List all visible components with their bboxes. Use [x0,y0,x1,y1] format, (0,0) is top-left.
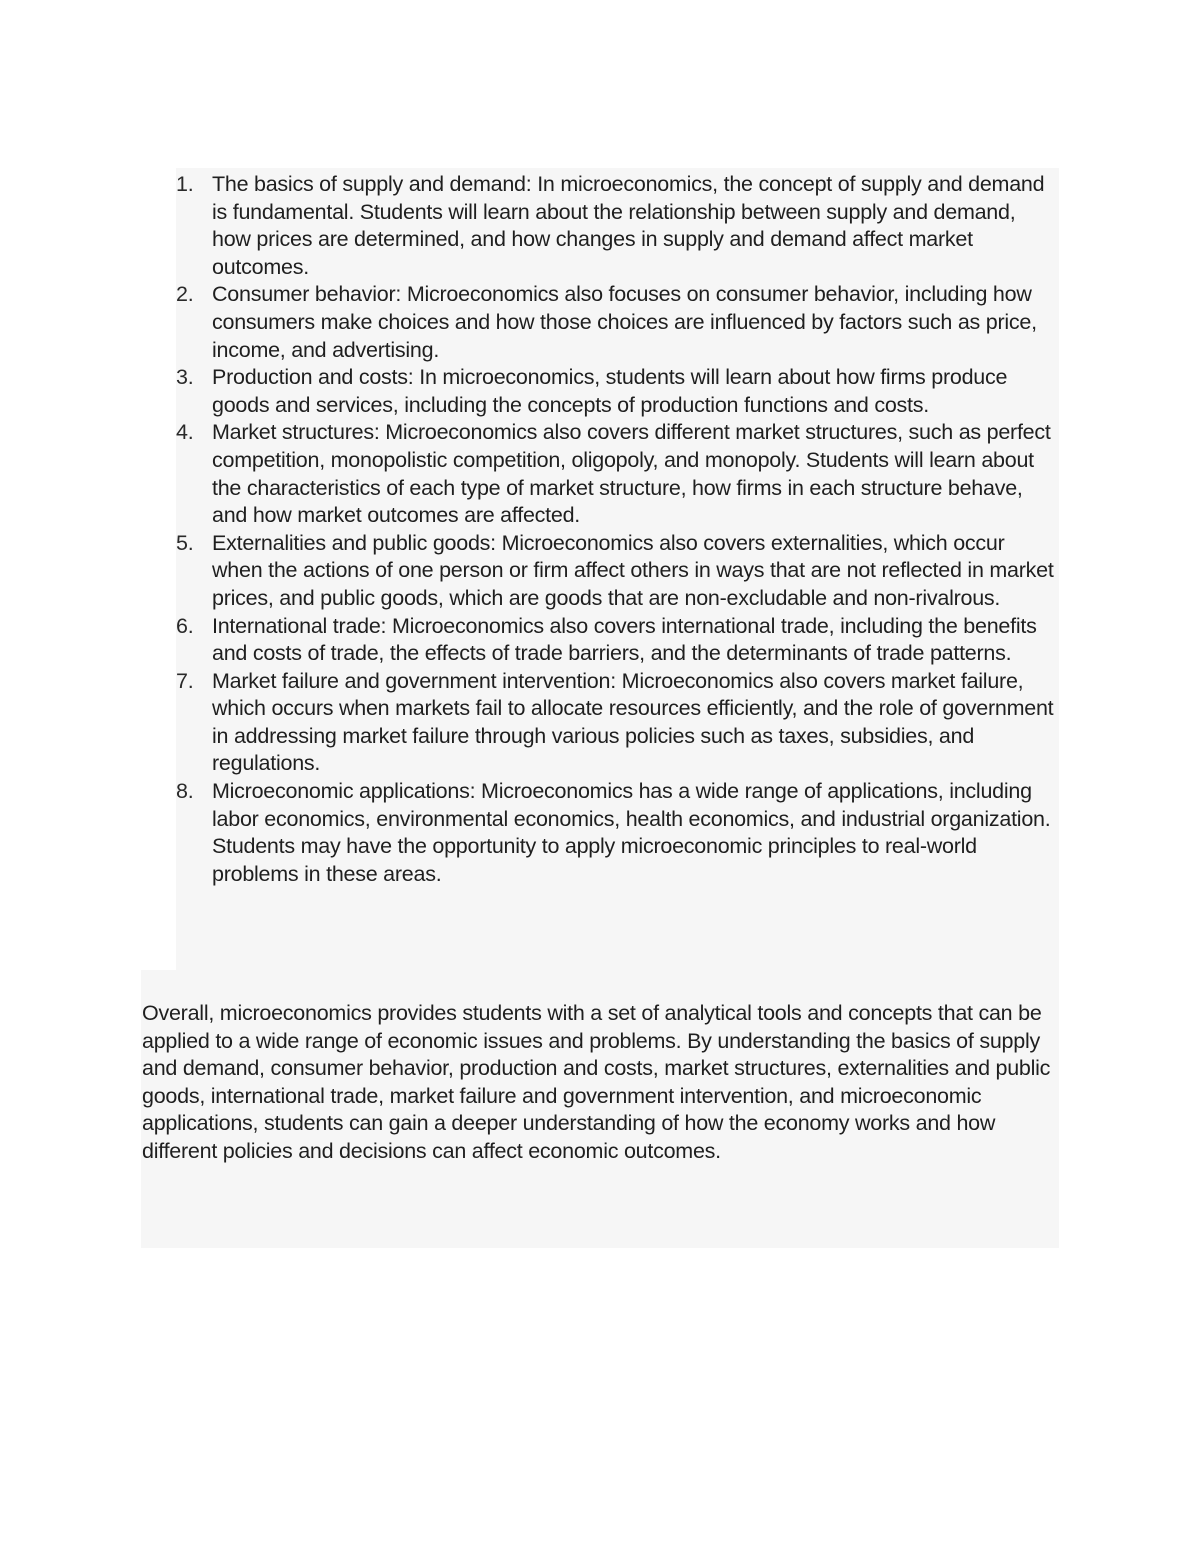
list-number: 2. [176,282,194,307]
list-number: 7. [176,668,194,693]
list-item [176,281,1056,364]
list-item-text: International trade: Microeconomics also covers international trade, including the benefits and costs of trade, the effects of trade barriers, and the determinants of trade patterns. [212,613,1037,666]
list-item [176,364,1056,419]
list-item [176,419,1056,529]
list-number: 6. [176,613,194,638]
list-item-text: The basics of supply and demand: In microeconomics, the concept of supply and demand is fundamental. Students will learn about the relationship between supply and demand, how prices are determined, and how changes in supply and demand affect market outcomes. [212,172,1045,279]
list-number: 1. [176,172,194,196]
list-number: 4. [176,420,194,445]
list-item-text: Market failure and government intervention: Microeconomics also covers market failure, which occurs when markets fail to allocate resources efficiently, and the role of government in addressing market failure through various policies such as taxes, subsidies, and regulations. [212,668,1054,776]
list-number: 5. [176,530,194,555]
summary-paragraph: Overall, microeconomics provides students with a set of analytical tools and concepts that can be applied to a wide range of economic issues and problems. By understanding the basics of supply and demand, consumer behavior, production and costs, market structures, externalities and public goods, international trade, market failure and government intervention, and microeconomic applications, students can gain a deeper understanding of how the economy works and how different policies and decisions can affect economic outcomes. [142,1001,1051,1163]
list-item [176,171,1056,281]
list-item [176,613,1056,668]
list-item [176,530,1056,613]
list-item-text: Market structures: Microeconomics also covers different market structures, such as perfect competition, monopolistic competition, oligopoly, and monopoly. Students will learn about the characteristics of each type of market structure, how firms in each structure behave, and how market outcomes are affected. [212,420,1051,528]
list-item-text: Consumer behavior: Microeconomics also focuses on consumer behavior, including how consumers make choices and how those choices are influenced by factors such as price, income, and advertising. [212,282,1037,362]
list-item [176,668,1056,778]
list-item-text: Production and costs: In microeconomics, students will learn about how firms produce goods and services, including the concepts of production functions and costs. [212,365,1008,417]
list-number: 8. [176,779,194,804]
list-number: 3. [176,365,194,390]
topics-list [176,171,1056,888]
list-item-text: Microeconomic applications: Microeconomics has a wide range of applications, including labor economics, environmental economics, health economics, and industrial organization. Students may have the opportunity to apply microeconomic principles to real-world problems in these areas. [212,779,1051,886]
list-item-text: Externalities and public goods: Microeconomics also covers externalities, which occur when the actions of one person or firm affect others in ways that are not reflected in market prices, and public goods, which are goods that are non-excludable and non-rivalrous. [212,530,1054,610]
list-item [176,778,1056,888]
